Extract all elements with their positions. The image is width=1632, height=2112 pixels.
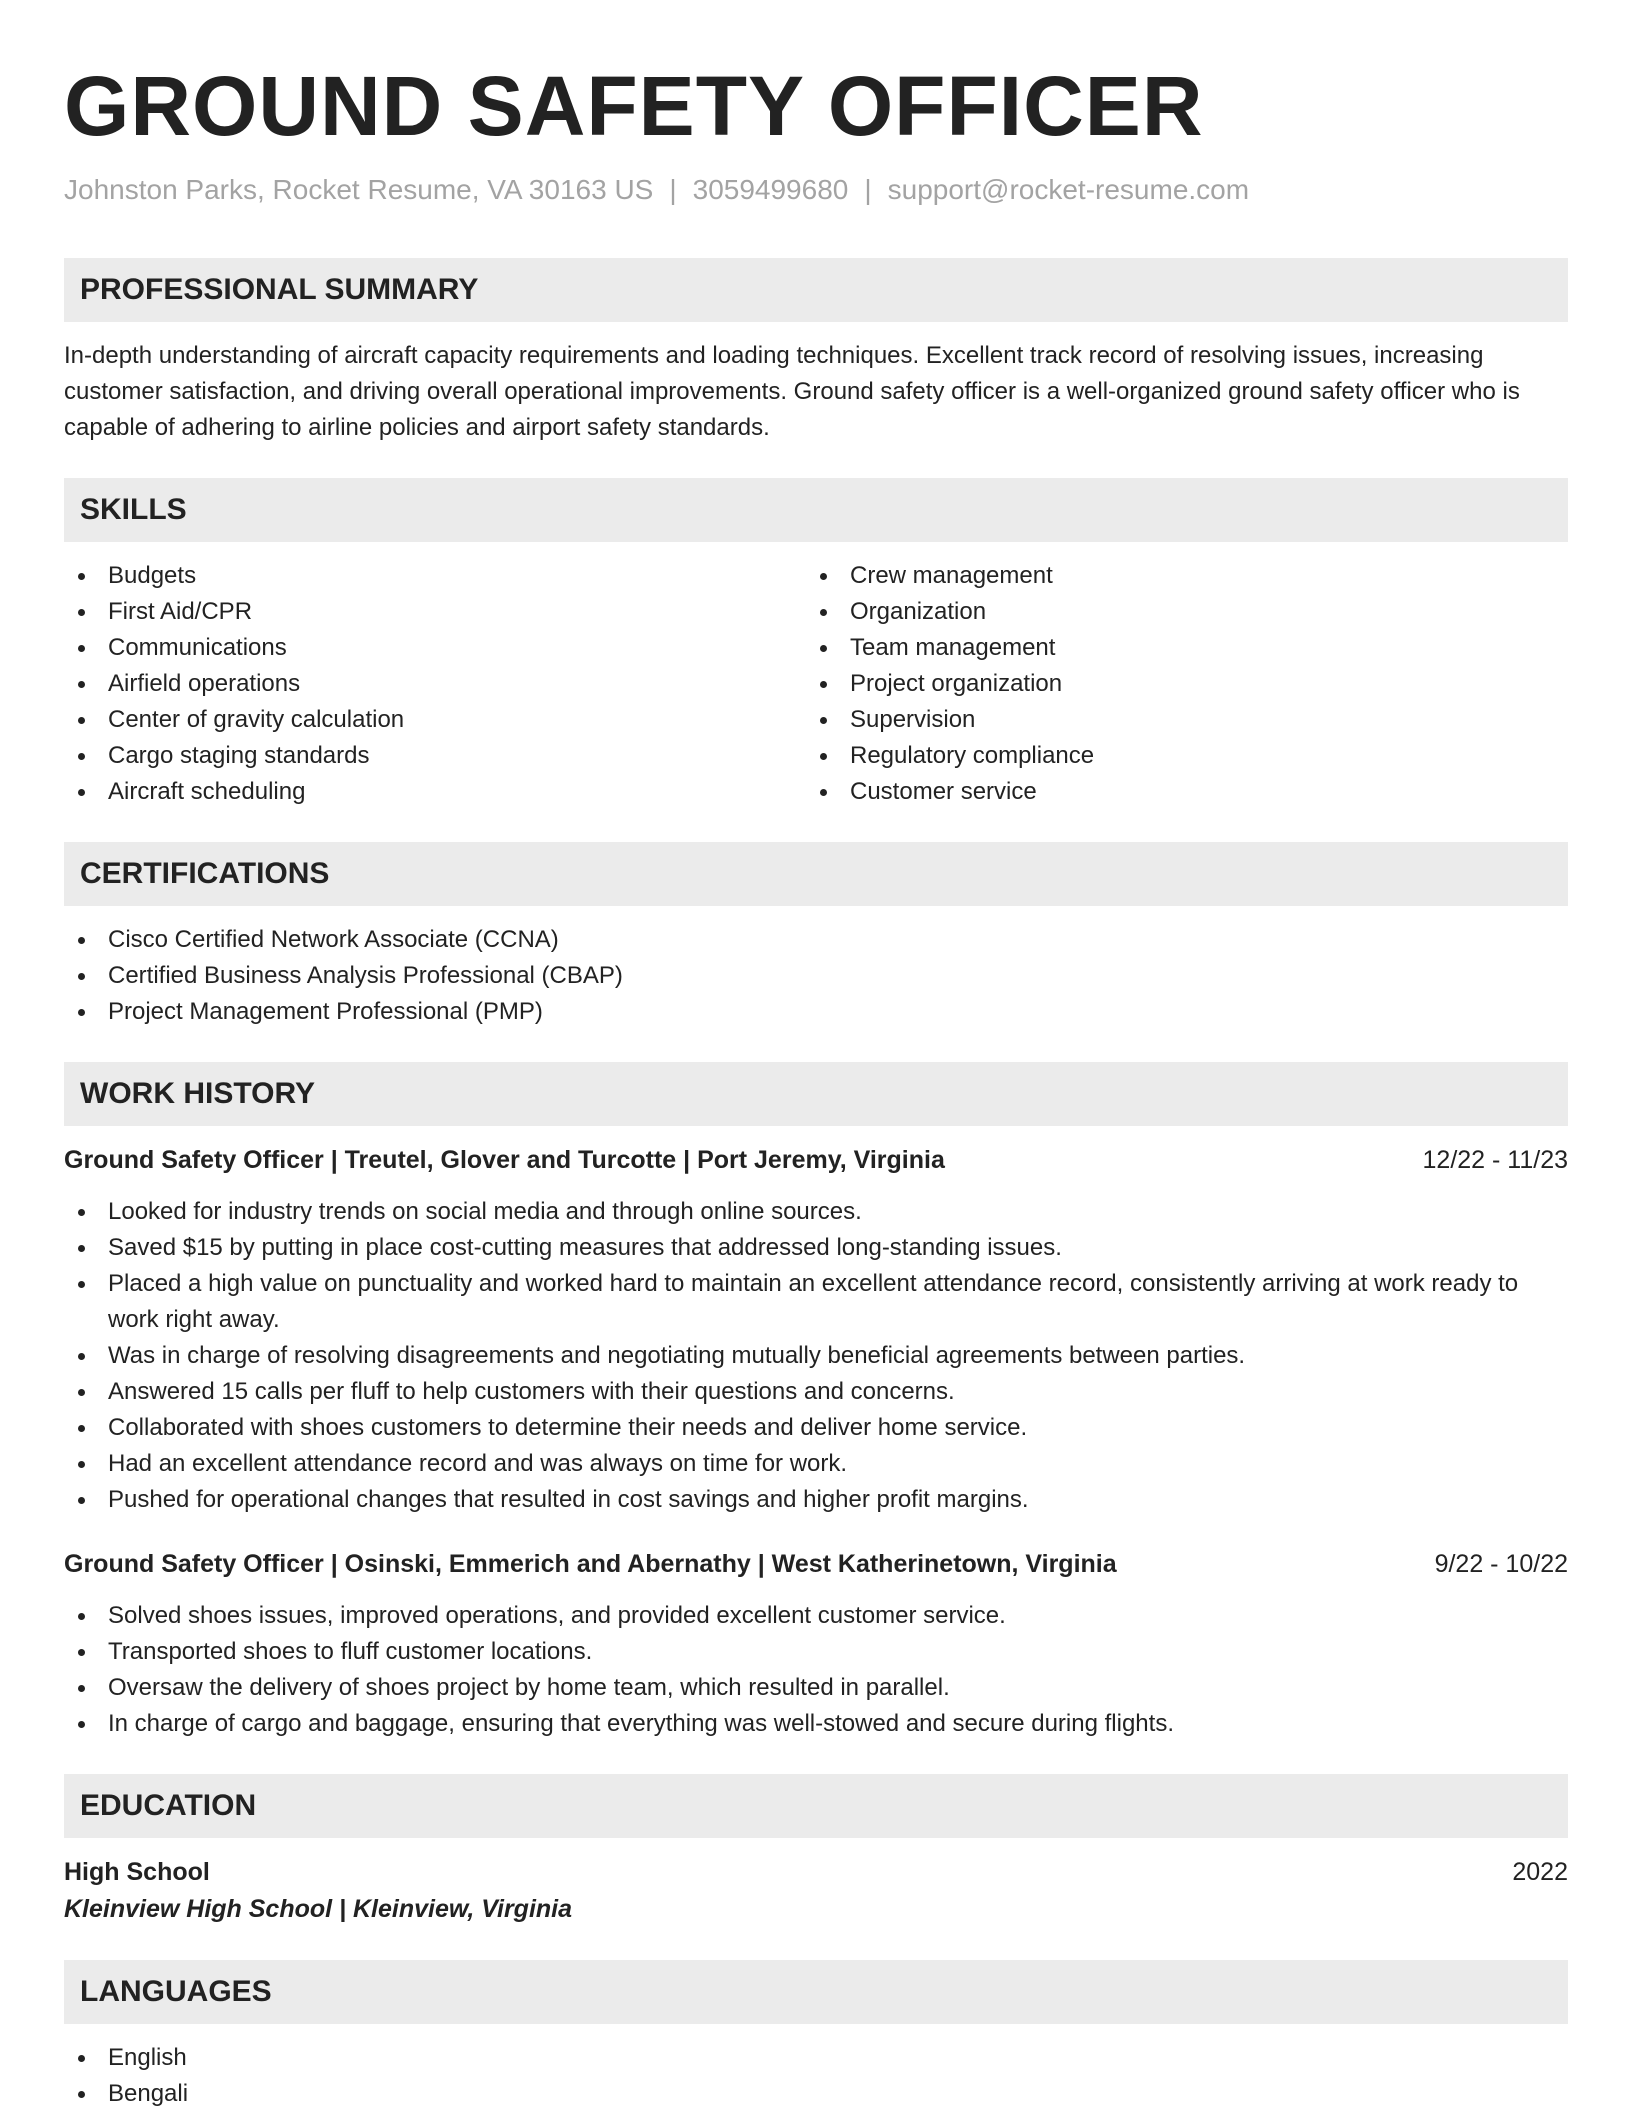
- languages-list: [64, 2040, 1568, 2112]
- certifications-list: [64, 922, 1568, 1030]
- section-heading-work-history: WORK HISTORY: [64, 1062, 1568, 1126]
- skill-item: Airfield operations: [64, 666, 806, 702]
- skill-item: Team management: [806, 630, 1548, 666]
- job-header: [64, 1546, 1568, 1582]
- language-item: English: [64, 2040, 1568, 2076]
- job-title: Ground Safety Officer | Osinski, Emmerich and Abernathy | West Katherinetown, Virginia: [64, 1550, 1117, 1578]
- skill-item: Supervision: [806, 702, 1548, 738]
- job-header: [64, 1142, 1568, 1178]
- job-bullets: [64, 1598, 1568, 1742]
- skills-list: [64, 558, 1568, 810]
- section-heading-languages: LANGUAGES: [64, 1960, 1568, 2024]
- summary-text: In-depth understanding of aircraft capacity requirements and loading techniques. Excellent track record of resolving issues, increasing customer satisfaction, and driving overall operational improvements. Ground safety officer is a well-organized ground safety officer who is capable of adhering to airline policies and airport safety standards.: [64, 342, 1520, 441]
- skill-item: Customer service: [806, 774, 1548, 810]
- job-entry: [64, 1142, 1568, 1518]
- job-bullet: Transported shoes to fluff customer locations.: [64, 1634, 1568, 1670]
- contact-phone: 3059499680: [692, 174, 849, 205]
- skill-item: First Aid/CPR: [64, 594, 806, 630]
- language-item: Bengali: [64, 2076, 1568, 2112]
- job-bullet: Oversaw the delivery of shoes project by home team, which resulted in parallel.: [64, 1670, 1568, 1706]
- education-school: Kleinview High School | Kleinview, Virginia: [64, 1895, 573, 1923]
- certification-item: Project Management Professional (PMP): [64, 994, 1568, 1030]
- job-bullet: Collaborated with shoes customers to determine their needs and deliver home service.: [64, 1410, 1568, 1446]
- contact-separator: |: [864, 174, 872, 205]
- job-bullet: Pushed for operational changes that resulted in cost savings and higher profit margins.: [64, 1482, 1568, 1518]
- skill-item: Crew management: [806, 558, 1548, 594]
- job-bullet: Answered 15 calls per fluff to help customers with their questions and concerns.: [64, 1374, 1568, 1410]
- job-bullet: Was in charge of resolving disagreements and negotiating mutually beneficial agreements between parties.: [64, 1338, 1568, 1374]
- section-heading-skills: SKILLS: [64, 478, 1568, 542]
- skill-item: Aircraft scheduling: [64, 774, 806, 810]
- education-degree: High School: [64, 1858, 210, 1886]
- skills-column-left: [64, 558, 806, 810]
- education-year: 2022: [1512, 1858, 1568, 1886]
- skill-item: Budgets: [64, 558, 806, 594]
- section-heading-education: EDUCATION: [64, 1774, 1568, 1838]
- education-row: [64, 1854, 1568, 1890]
- job-dates: 12/22 - 11/23: [1422, 1146, 1568, 1174]
- skill-item: Regulatory compliance: [806, 738, 1548, 774]
- contact-address: Johnston Parks, Rocket Resume, VA 30163 US: [64, 174, 654, 205]
- section-heading-certifications: CERTIFICATIONS: [64, 842, 1568, 906]
- certification-item: Cisco Certified Network Associate (CCNA): [64, 922, 1568, 958]
- job-bullet: Solved shoes issues, improved operations, and provided excellent customer service.: [64, 1598, 1568, 1634]
- resume-page: [64, 0, 1568, 2112]
- skill-item: Communications: [64, 630, 806, 666]
- skill-item: Organization: [806, 594, 1548, 630]
- certification-item: Certified Business Analysis Professional (CBAP): [64, 958, 1568, 994]
- job-entry: [64, 1546, 1568, 1742]
- contact-separator: |: [669, 174, 677, 205]
- skill-item: Center of gravity calculation: [64, 702, 806, 738]
- job-bullets: [64, 1194, 1568, 1518]
- job-dates: 9/22 - 10/22: [1434, 1550, 1568, 1578]
- contact-line: [64, 174, 1568, 206]
- skill-item: Project organization: [806, 666, 1548, 702]
- skills-column-right: [806, 558, 1548, 810]
- job-bullet: Saved $15 by putting in place cost-cutting measures that addressed long-standing issues.: [64, 1230, 1568, 1266]
- candidate-title: GROUND SAFETY OFFICER: [64, 59, 1204, 153]
- job-bullet: Looked for industry trends on social media and through online sources.: [64, 1194, 1568, 1230]
- contact-email: support@rocket-resume.com: [887, 174, 1250, 205]
- section-heading-summary: PROFESSIONAL SUMMARY: [64, 258, 1568, 322]
- skill-item: Cargo staging standards: [64, 738, 806, 774]
- job-bullet: Had an excellent attendance record and was always on time for work.: [64, 1446, 1568, 1482]
- job-bullet: In charge of cargo and baggage, ensuring that everything was well-stowed and secure during flights.: [64, 1706, 1568, 1742]
- job-title: Ground Safety Officer | Treutel, Glover and Turcotte | Port Jeremy, Virginia: [64, 1146, 945, 1174]
- job-bullet: Placed a high value on punctuality and worked hard to maintain an excellent attendance record, consistently arriving at work ready to work right away.: [64, 1266, 1568, 1338]
